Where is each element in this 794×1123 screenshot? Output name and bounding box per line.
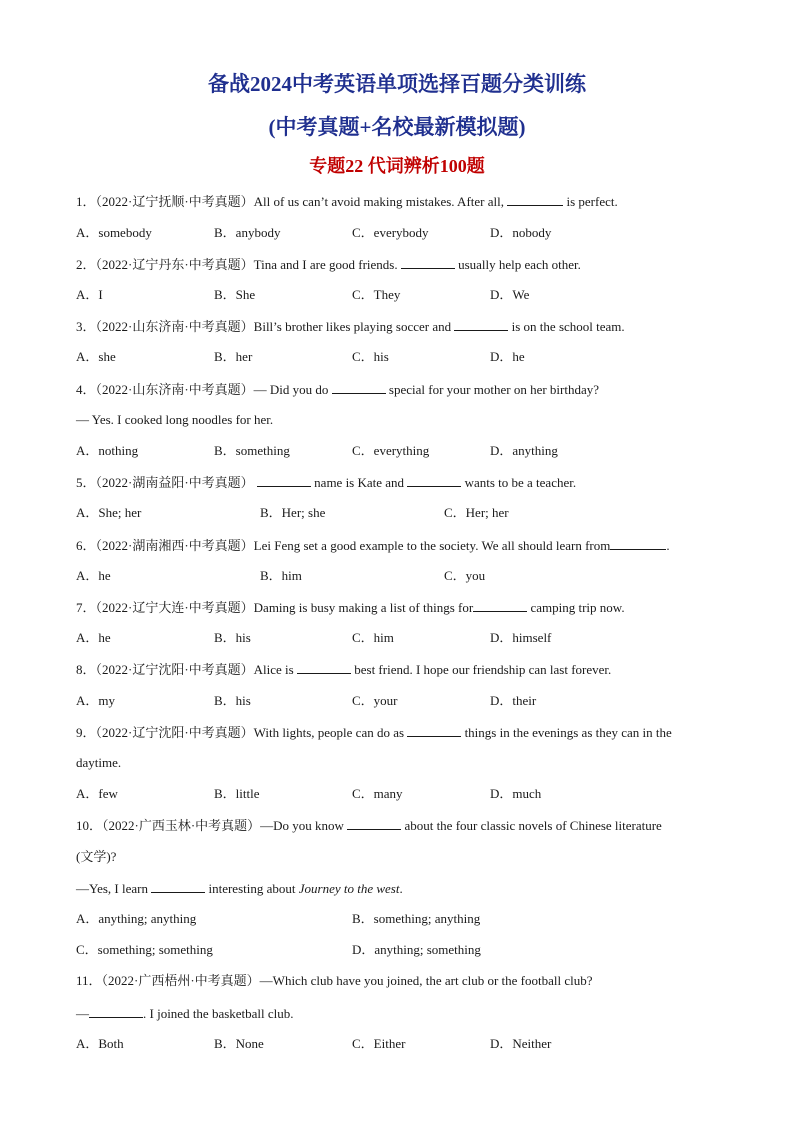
option-d: D．nobody	[490, 225, 552, 240]
question-3-options	[76, 349, 726, 365]
option-b: B．little	[214, 786, 260, 801]
question-5: 5．（2022·湖南益阳·中考真题） name is Kate and wants to be a teacher.	[76, 475, 577, 490]
option-c: C．They	[352, 287, 401, 302]
option-b: B．his	[214, 630, 251, 645]
answer-blank	[401, 256, 455, 269]
question-9-options	[76, 786, 726, 802]
question-4: 4．（2022·山东济南·中考真题）— Did you do special for your mother on her birthday?	[76, 382, 600, 397]
question-11-options	[76, 1036, 726, 1052]
question-6-options	[76, 568, 726, 584]
option-c: C．you	[444, 568, 486, 583]
question-4-reply: — Yes. I cooked long noodles for her.	[76, 412, 274, 427]
option-b: B．anybody	[214, 225, 281, 240]
answer-blank	[297, 661, 351, 674]
option-a: A．I	[76, 287, 103, 302]
option-b: B．something; anything	[352, 911, 481, 926]
option-d: D．himself	[490, 630, 552, 645]
question-9: 9．（2022·辽宁沈阳·中考真题）With lights, people can do as things in the evenings as they can in the	[76, 725, 672, 740]
question-11: 11．（2022·广西梧州·中考真题）—Which club have you joined, the art club or the football club?	[76, 973, 593, 988]
answer-blank	[473, 599, 527, 612]
question-7-options	[76, 630, 726, 646]
topic-title: 专题22 代词辨析100题	[309, 156, 485, 176]
answer-blank	[89, 1005, 143, 1018]
question-2: 2．（2022·辽宁丹东·中考真题）Tina and I are good friends. usually help each other.	[76, 257, 581, 272]
option-b: B．something	[214, 443, 290, 458]
option-c: C．something; something	[76, 942, 213, 957]
option-b: B．her	[214, 349, 253, 364]
option-d: D．their	[490, 693, 537, 708]
answer-blank	[257, 474, 311, 487]
option-a: A．nothing	[76, 443, 139, 458]
question-4-options	[76, 443, 726, 459]
question-11-reply: — . I joined the basketball club.	[76, 1006, 294, 1021]
option-a: A．somebody	[76, 225, 152, 240]
question-10-options-row1	[76, 911, 726, 927]
question-2-options	[76, 287, 726, 303]
question-6: 6．（2022·湖南湘西·中考真题）Lei Feng set a good example to the society. We all should learn from .	[76, 538, 670, 553]
answer-blank	[454, 318, 508, 331]
question-10: 10．（2022·广西玉林·中考真题）—Do you know about the four classic novels of Chinese literature	[76, 818, 662, 833]
document-title: 备战2024中考英语单项选择百题分类训练	[208, 72, 586, 96]
question-5-options	[76, 505, 726, 521]
option-c: C．Either	[352, 1036, 406, 1051]
option-d: D．anything; something	[352, 942, 481, 957]
book-title: Journey to the west	[298, 881, 400, 896]
option-b: B．Her; she	[260, 505, 326, 520]
document-subtitle: (中考真题+名校最新模拟题)	[268, 115, 526, 139]
option-a: A．anything; anything	[76, 911, 197, 926]
option-d: D．anything	[490, 443, 558, 458]
option-c: C．everything	[352, 443, 430, 458]
question-10-options-row2	[76, 942, 726, 958]
option-a: A．Both	[76, 1036, 124, 1051]
option-b: B．She	[214, 287, 256, 302]
option-c: C．his	[352, 349, 389, 364]
option-a: A．my	[76, 693, 116, 708]
question-8: 8．（2022·辽宁沈阳·中考真题）Alice is best friend. I hope our friendship can last forever.	[76, 662, 612, 677]
answer-blank	[332, 381, 386, 394]
question-10-reply: —Yes, I learn interesting about Journey to the west.	[76, 881, 403, 896]
option-d: D．Neither	[490, 1036, 552, 1051]
option-a: A．he	[76, 568, 111, 583]
option-a: A．few	[76, 786, 118, 801]
option-b: B．None	[214, 1036, 264, 1051]
answer-blank	[151, 880, 205, 893]
option-c: C．everybody	[352, 225, 429, 240]
option-b: B．his	[214, 693, 251, 708]
option-b: B．him	[260, 568, 302, 583]
question-3: 3．（2022·山东济南·中考真题）Bill’s brother likes playing soccer and is on the school team.	[76, 319, 625, 334]
answer-blank	[507, 193, 563, 206]
question-7: 7．（2022·辽宁大连·中考真题）Daming is busy making a list of things for camping trip now.	[76, 600, 625, 615]
option-c: C．your	[352, 693, 398, 708]
option-c: C．Her; her	[444, 505, 509, 520]
option-c: C．many	[352, 786, 403, 801]
answer-blank	[407, 724, 461, 737]
answer-blank	[407, 474, 461, 487]
option-d: D．We	[490, 287, 530, 302]
option-a: A．he	[76, 630, 111, 645]
option-a: A．She; her	[76, 505, 142, 520]
question-9-continued: daytime.	[76, 755, 122, 770]
answer-blank	[347, 817, 401, 830]
question-1: 1．（2022·辽宁抚顺·中考真题）All of us can’t avoid making mistakes. After all, is perfect.	[76, 194, 618, 209]
option-d: D．much	[490, 786, 542, 801]
question-8-options	[76, 693, 726, 709]
answer-blank	[610, 537, 666, 550]
question-1-options	[76, 225, 726, 241]
option-c: C．him	[352, 630, 394, 645]
option-a: A．she	[76, 349, 116, 364]
option-d: D．he	[490, 349, 525, 364]
question-10-continued: (文学)?	[76, 849, 117, 864]
